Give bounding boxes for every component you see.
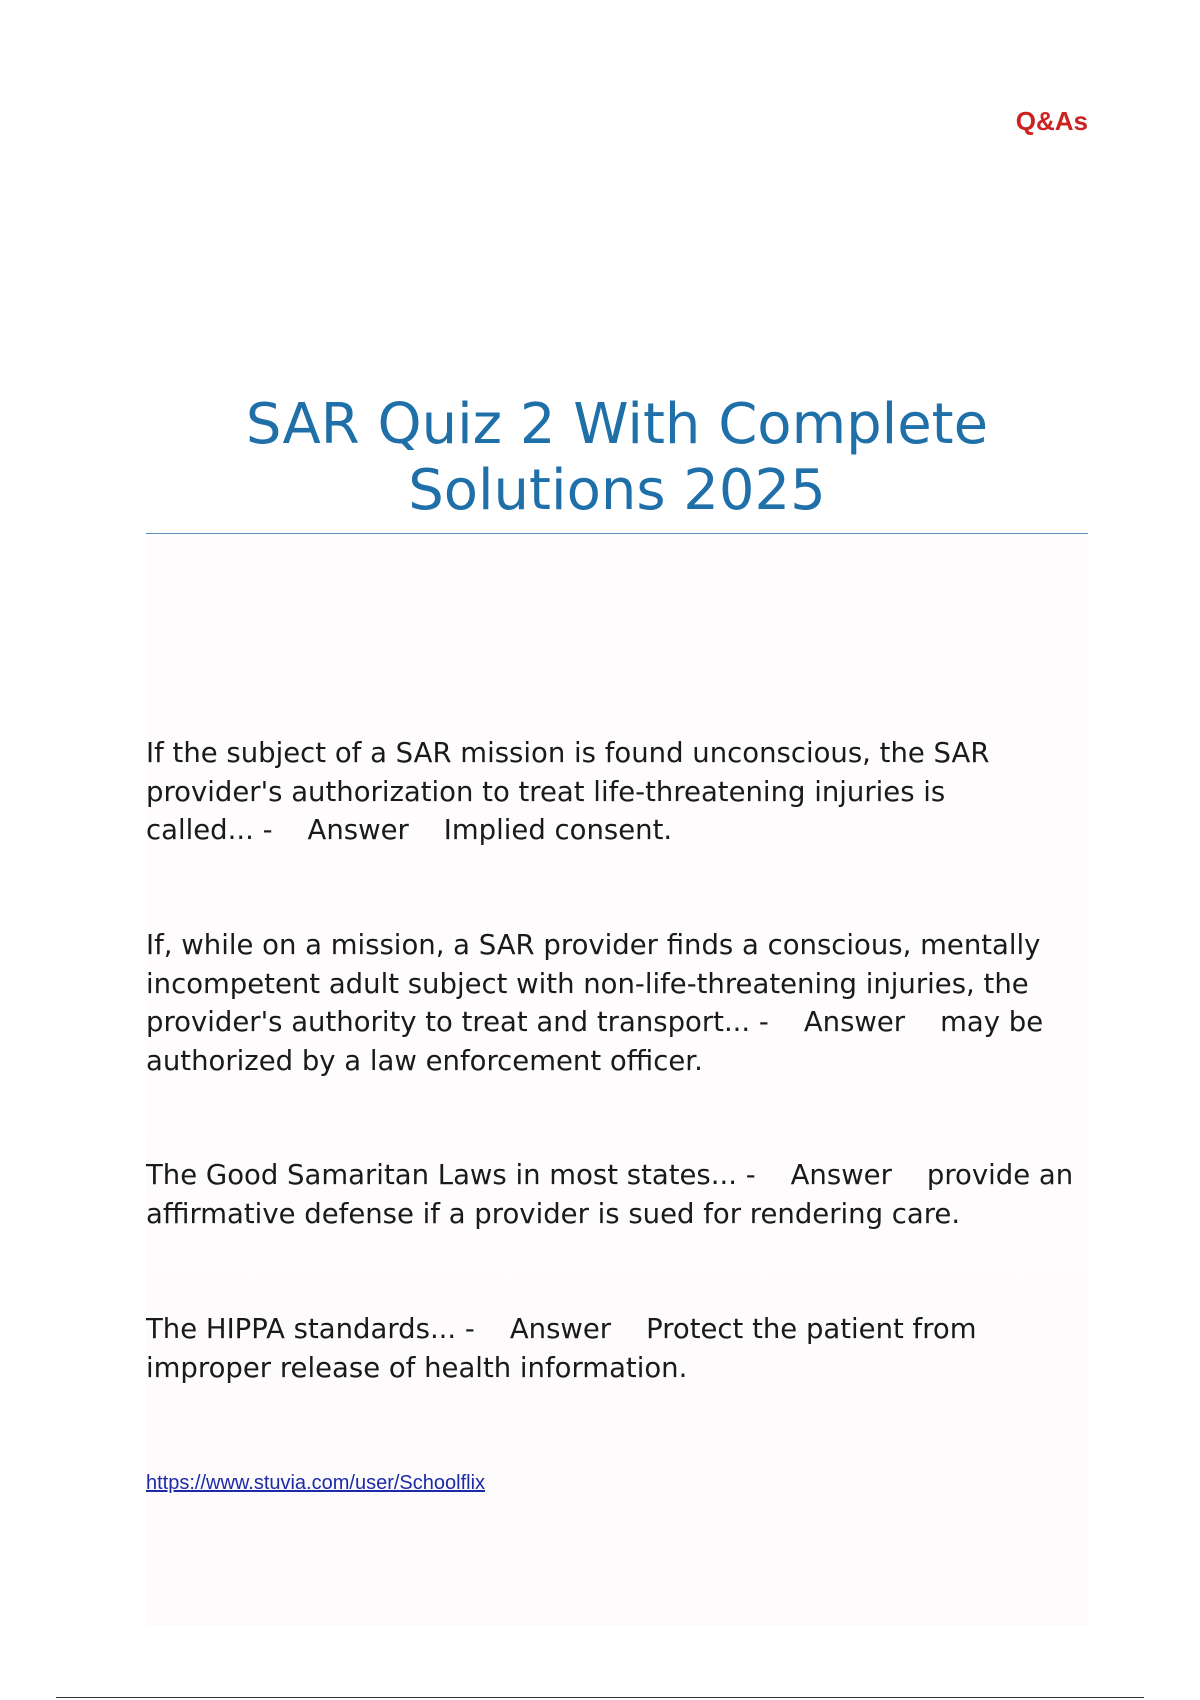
qa-separator: - [758,1006,769,1038]
footer-divider [56,1697,1144,1698]
qa-separator: - [262,814,273,846]
qa-answer-label: Answer [803,1006,906,1038]
source-link[interactable]: https://www.stuvia.com/user/Schoolflix [146,1472,486,1494]
qa-answer: provide an affirmative defense if a provider is sued for rendering care. [146,1159,1082,1230]
qa-answer: Protect the patient from improper release of health information. [146,1313,986,1384]
qa-separator: - [745,1159,756,1191]
qa-answer-label: Answer [307,814,409,846]
title-divider [146,533,1088,534]
document-title: SAR Quiz 2 With Complete Solutions 2025 [245,392,989,523]
qa-question: If, while on a mission, a SAR provider finds a conscious, mentally incompetent adult subject with non-life-threatening injuries, the provider's authority to treat and transport... [146,929,1050,1038]
qa-item [146,926,1088,1080]
qa-item [146,734,1088,850]
qa-answer: Implied consent. [443,814,673,846]
title-block [146,392,1088,524]
qa-question: The Good Samaritan Laws in most states... [146,1159,737,1191]
qa-question: If the subject of a SAR mission is found unconscious, the SAR provider's authorization to treat life-threatening injuries is called... [146,737,999,846]
qa-item [146,1156,1088,1233]
qa-answer-label: Answer [509,1313,612,1345]
qa-item [146,1310,1088,1387]
qa-answer-label: Answer [790,1159,892,1191]
qa-separator: - [464,1313,475,1345]
qa-question: The HIPPA standards... [146,1313,457,1345]
content-area [146,536,1088,1626]
qa-answer: may be authorized by a law enforcement officer. [146,1006,1052,1077]
qas-tag: Q&As [1015,106,1088,136]
